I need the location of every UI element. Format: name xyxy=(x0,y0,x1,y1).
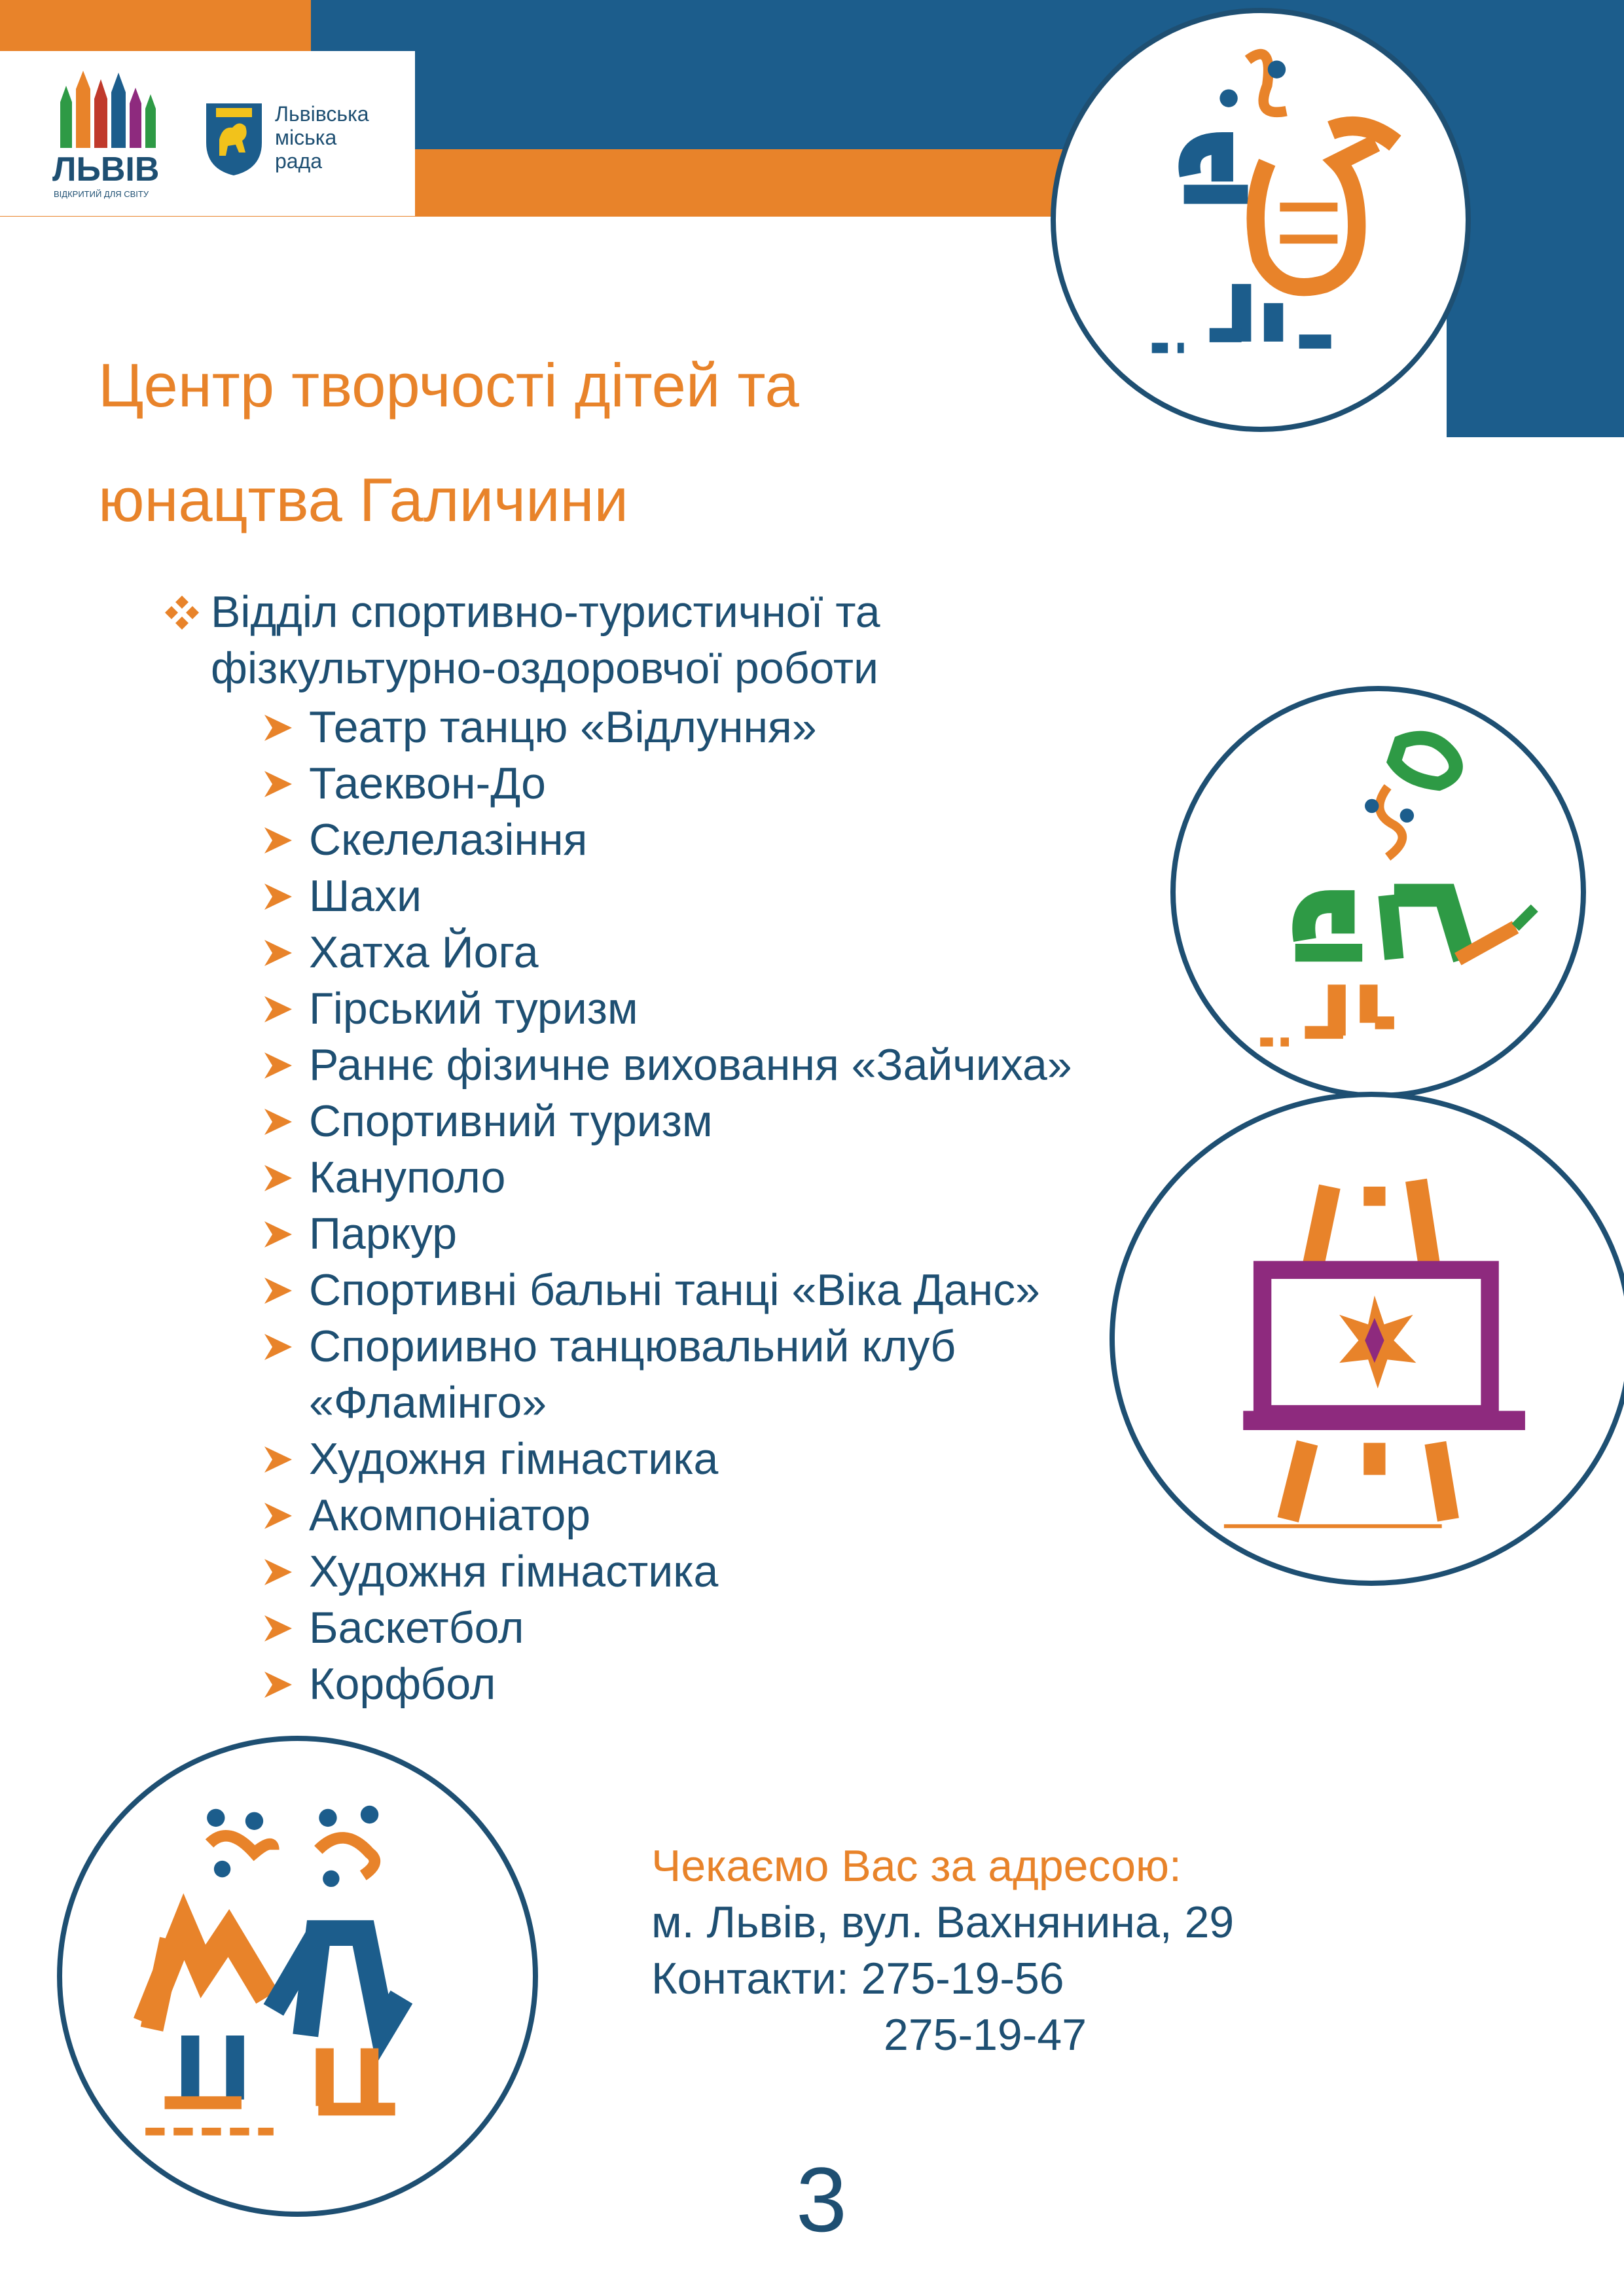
arrow-bullet-icon xyxy=(262,770,295,798)
arrow-bullet-icon xyxy=(262,995,295,1024)
list-item xyxy=(262,1600,1072,1656)
council-name xyxy=(275,102,369,173)
page-title-line1: Центр творчості дітей та xyxy=(98,351,799,420)
arrow-bullet-icon xyxy=(262,1333,295,1361)
easel-icon xyxy=(1115,1097,1624,1581)
list-item-label: Гірський туризм xyxy=(309,984,638,1033)
list-item xyxy=(262,1262,1072,1318)
page-number: 3 xyxy=(796,2148,847,2251)
arrow-bullet-icon xyxy=(262,1164,295,1193)
section-heading-line2: фізкультурно-оздоровчої роботи xyxy=(211,643,879,693)
council-line3: рада xyxy=(275,149,323,173)
arrow-bullet-icon xyxy=(262,939,295,967)
header-band-orange-top xyxy=(0,0,311,52)
easel-illustration xyxy=(1110,1092,1624,1586)
list-item-label: Паркур xyxy=(309,1209,458,1259)
lviv-wordmark: ЛЬВІВ xyxy=(52,151,160,188)
list-item xyxy=(262,699,1072,755)
council-line1: Львівська xyxy=(275,102,369,126)
list-item-label: Шахи xyxy=(309,871,422,921)
list-item-label: Художня гімнастика xyxy=(309,1547,719,1596)
list-item xyxy=(262,1149,1072,1206)
address-street: м. Львів, вул. Вахнянина, 29 xyxy=(651,1897,1235,1947)
lviv-tagline: ВІДКРИТИЙ ДЛЯ СВІТУ xyxy=(54,189,149,199)
arrow-bullet-icon xyxy=(262,1276,295,1305)
arrow-bullet-icon xyxy=(262,1614,295,1643)
diamond-bullet-icon xyxy=(164,594,200,631)
contacts-phone2: 275-19-47 xyxy=(884,2010,1087,2060)
section-heading xyxy=(211,584,880,696)
address-cta: Чекаємо Вас за адресою: xyxy=(651,1841,1182,1891)
list-item xyxy=(262,755,1072,812)
list-item xyxy=(262,1206,1072,1262)
list-item-label: Хатха Йога xyxy=(309,927,539,977)
list-item-label: Театр танцю «Відлуння» xyxy=(309,702,817,752)
list-item xyxy=(262,1318,1072,1431)
list-item xyxy=(262,868,1072,924)
arrow-bullet-icon xyxy=(262,1107,295,1136)
children-icon xyxy=(62,1741,533,2212)
list-item-label: Таеквон-До xyxy=(309,759,546,808)
section-heading-line1: Відділ спортивно-туристичної та xyxy=(211,587,880,637)
address-block xyxy=(651,1838,1234,2063)
contacts-phone1: Контакти: 275-19-56 xyxy=(651,1954,1064,2003)
list-item-label: Баскетбол xyxy=(309,1603,524,1653)
arrow-bullet-icon xyxy=(262,882,295,911)
towers-icon xyxy=(60,71,156,148)
coat-of-arms-icon xyxy=(203,100,265,179)
list-item xyxy=(262,1431,1072,1487)
arrow-bullet-icon xyxy=(262,713,295,742)
activity-list xyxy=(262,699,1072,1712)
list-item xyxy=(262,1037,1072,1093)
page-title-line2: юнацтва Галичини xyxy=(98,465,629,534)
header-band-blue-right xyxy=(1447,149,1624,437)
children-illustration xyxy=(57,1736,538,2217)
list-item-label: Художня гімнастика xyxy=(309,1434,719,1484)
list-item xyxy=(262,980,1072,1037)
arrow-bullet-icon xyxy=(262,1558,295,1587)
paintbrush-icon xyxy=(1176,691,1581,1093)
tuba-player-illustration xyxy=(1051,8,1471,432)
list-item-label: Спортивні бальні танці «Віка Данс» xyxy=(309,1265,1040,1315)
arrow-bullet-icon xyxy=(262,1445,295,1474)
lviv-city-logo xyxy=(52,63,170,207)
list-item-label: Акомпоніатор xyxy=(309,1490,591,1540)
list-item xyxy=(262,1093,1072,1149)
list-item-label: Кануполо xyxy=(309,1153,506,1202)
list-item-label: Спориивно танцювальний клуб «Фламінго» xyxy=(309,1321,956,1427)
list-item-label: Раннє фізичне виховання «Зайчиха» xyxy=(309,1040,1072,1090)
logo-panel xyxy=(0,51,415,216)
list-item-label: Спортивний туризм xyxy=(309,1096,713,1146)
list-item xyxy=(262,812,1072,868)
painter-illustration xyxy=(1170,686,1586,1098)
arrow-bullet-icon xyxy=(262,826,295,855)
list-item-label: Корфбол xyxy=(309,1659,496,1709)
arrow-bullet-icon xyxy=(262,1501,295,1530)
council-line2: міська xyxy=(275,126,337,149)
list-item xyxy=(262,1656,1072,1712)
list-item-label: Скелелазіння xyxy=(309,815,588,865)
list-item xyxy=(262,1543,1072,1600)
arrow-bullet-icon xyxy=(262,1670,295,1699)
tuba-icon xyxy=(1056,13,1466,427)
arrow-bullet-icon xyxy=(262,1220,295,1249)
list-item xyxy=(262,924,1072,980)
list-item xyxy=(262,1487,1072,1543)
arrow-bullet-icon xyxy=(262,1051,295,1080)
